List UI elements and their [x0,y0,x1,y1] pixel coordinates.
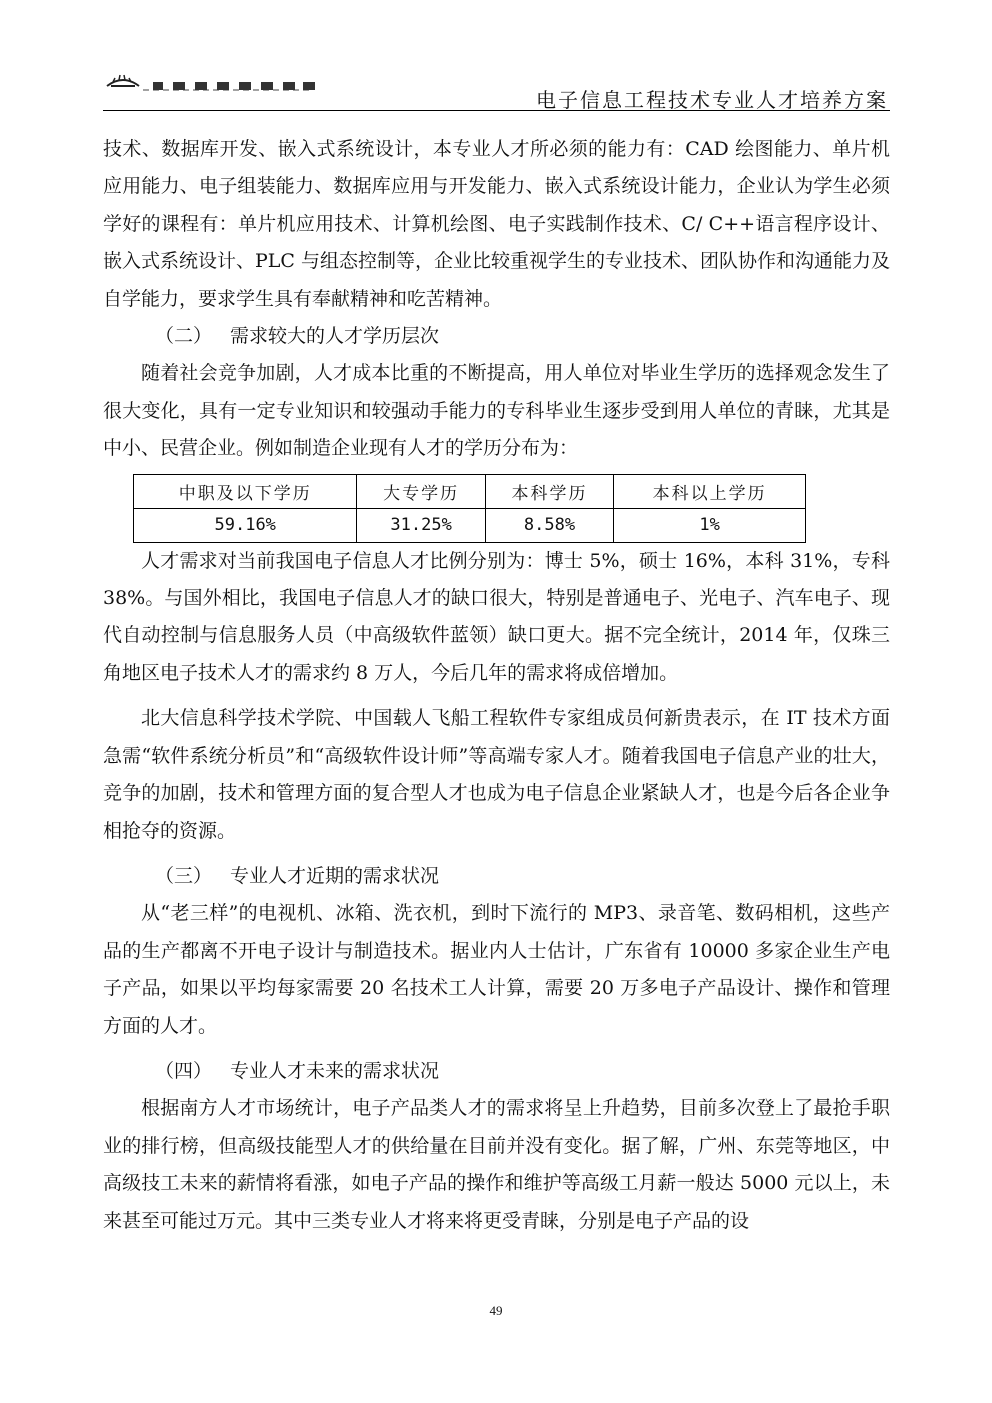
section-title: 专业人才未来的需求状况 [230,1059,440,1082]
page-number: 49 [489,1303,503,1318]
paragraph: 随着社会竞争加剧，人才成本比重的不断提高，用人单位对毕业生学历的选择观念发生了很大变化，具有一定专业知识和较强动手能力的专科毕业生逐步受到用人单位的青睐，尤其是中小、民营企业。例如制造企业现有人才的学历分布为： [103,362,890,460]
table-header-cell: 本科学历 [485,474,613,508]
table-cell: 59.16% [134,508,357,542]
section-number: （四） [155,1059,213,1082]
paragraph: 从“老三样”的电视机、冰箱、洗衣机，到时下流行的 MP3、录音笔、数码相机，这些产品的生产都离不开电子设计与制造技术。据业内人士估计，广东省有 10000 多家企业生产电子产品，如果以平均每家需要 20 名技术工人计算，需要 20 万多电子产品设计、操作和管理方面的人才。 [103,902,890,1037]
table-header-cell: 中职及以下学历 [134,474,357,508]
table-header-row [134,474,806,508]
section-heading [103,318,890,355]
table-cell: 31.25% [357,508,485,542]
paragraph: 根据南方人才市场统计，电子产品类人才的需求将呈上升趋势，目前多次登上了最抢手职业的排行榜，但高级技能型人才的供给量在目前并没有变化。据了解，广州、东莞等地区，中高级技工未来的薪情将看涨，如电子产品的操作和维护等高级工月薪一般达 5000 元以上，未来甚至可能过万元。其中三类专业人才将来将更受青睐，分别是电子产品的设 [103,1097,890,1232]
page-header [103,70,890,112]
paragraph: 北大信息科学技术学院、中国载人飞船工程软件专家组成员何新贵表示，在 IT 技术方面急需“软件系统分析员”和“高级软件设计师”等高端专家人才。随着我国电子信息产业的壮大，竞争的加剧，技术和管理方面的复合型人才也成为电子信息企业紧缺人才，也是今后各企业争相抢夺的资源。 [103,707,890,842]
education-distribution-table [133,474,806,543]
school-logo-icon [103,72,323,100]
table-header-cell: 本科以上学历 [614,474,806,508]
table-cell: 8.58% [485,508,613,542]
paragraph: 人才需求对当前我国电子信息人才比例分别为：博士 5%，硕士 16%，本科 31%，专科 38%。与国外相比，我国电子信息人才的缺口很大，特别是普通电子、光电子、汽车电子、现代自动控制与信息服务人员（中高级软件蓝领）缺口更大。据不完全统计，2014 年，仅珠三角地区电子技术人才的需求约 8 万人，今后几年的需求将成倍增加。 [103,549,890,684]
section-heading [103,858,890,895]
paragraph: 技术、数据库开发、嵌入式系统设计，本专业人才所必须的能力有：CAD 绘图能力、单片机应用能力、电子组装能力、数据库应用与开发能力、嵌入式系统设计能力，企业认为学生必须学好的课程有：单片机应用技术、计算机绘图、电子实践制作技术、C/ C++语言程序设计、嵌入式系统设计、PLC 与组态控制等，企业比较重视学生的专业技术、团队协作和沟通能力及自学能力，要求学生具有奉献精神和吃苦精神。 [103,138,890,310]
section-number: （三） [155,864,213,887]
section-number: （二） [155,325,213,348]
section-title: 需求较大的人才学历层次 [230,325,440,348]
table-header-cell: 大专学历 [357,474,485,508]
header-divider [103,110,890,111]
section-heading [103,1053,890,1090]
table-cell: 1% [614,508,806,542]
table-row [134,508,806,542]
page-body [103,131,890,1240]
document-title: 电子信息工程技术专业人才培养方案 [536,88,888,112]
section-title: 专业人才近期的需求状况 [230,864,440,887]
